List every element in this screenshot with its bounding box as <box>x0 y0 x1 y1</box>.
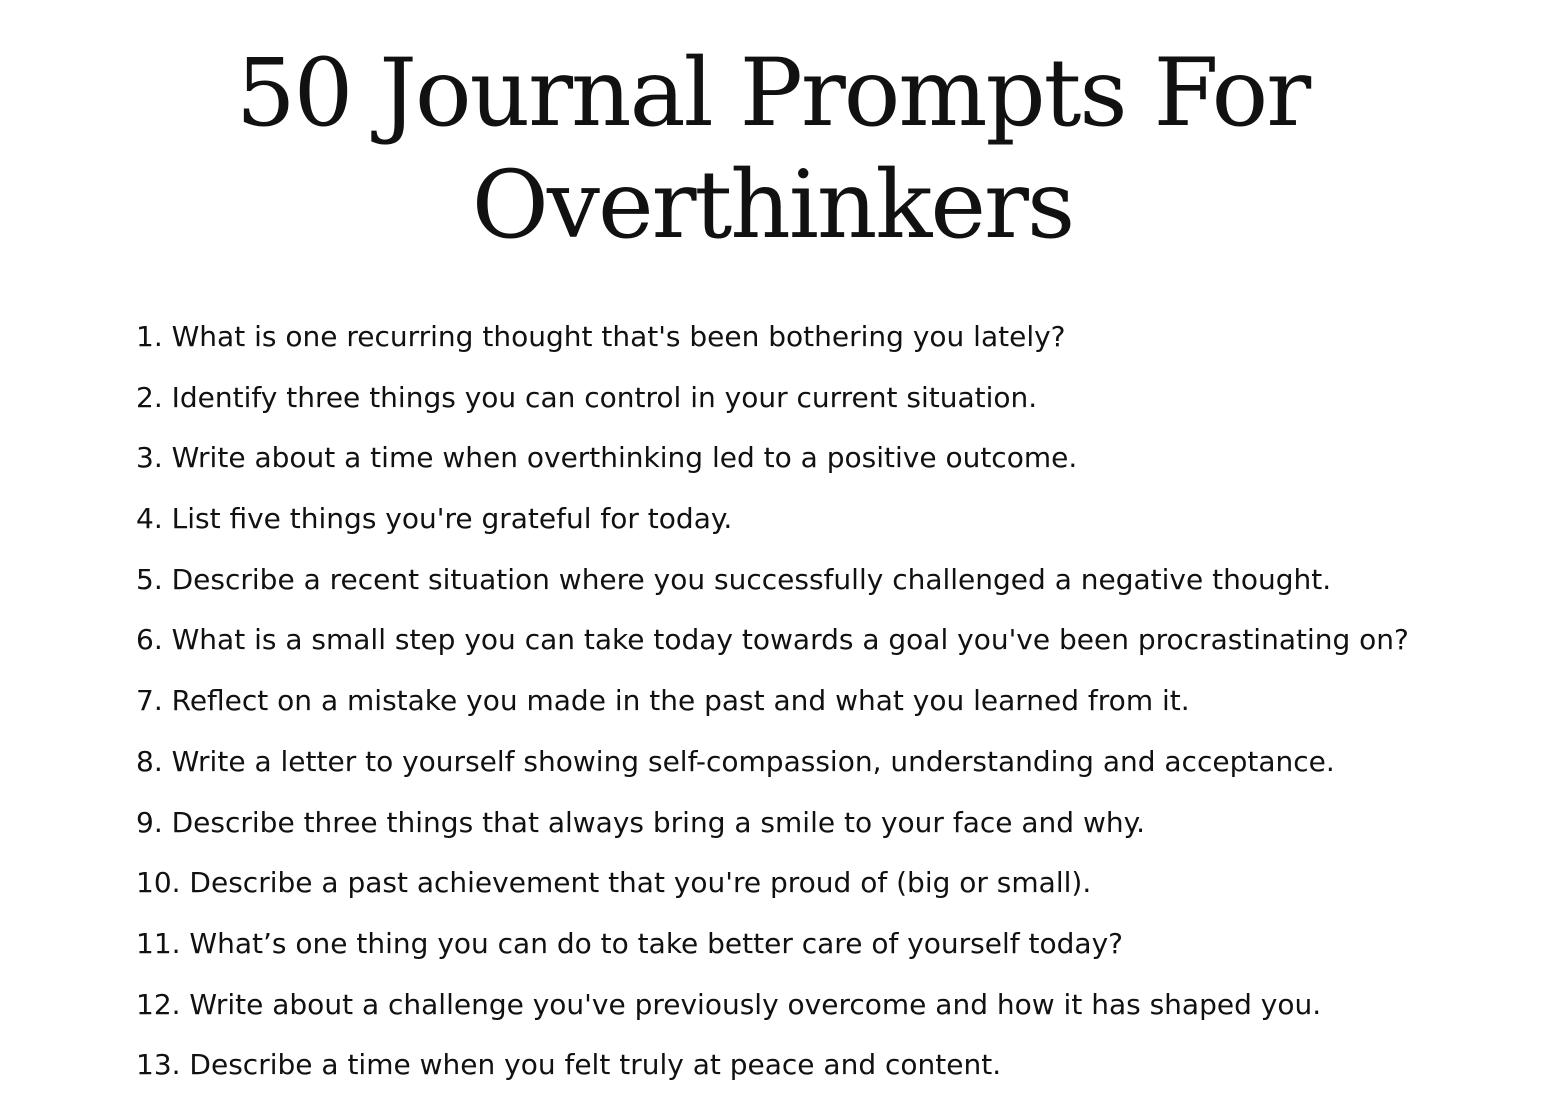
prompt-item: 4. List five things you're grateful for today. <box>136 502 733 536</box>
prompt-item: 10. Describe a past achievement that you're proud of (big or small). <box>136 866 1092 900</box>
title-line-1: 50 Journal Prompts For <box>235 39 1310 148</box>
prompt-item: 6. What is a small step you can take today towards a goal you've been procrastinating on? <box>136 623 1409 657</box>
prompt-item: 9. Describe three things that always bring a smile to your face and why. <box>136 805 1146 839</box>
page-title <box>0 38 1545 262</box>
prompt-item: 11. What’s one thing you can do to take better care of yourself today? <box>136 926 1123 960</box>
prompt-list <box>136 315 1516 1104</box>
title-line-2: Overthinkers <box>471 151 1074 260</box>
prompt-item: 7. Reflect on a mistake you made in the past and what you learned from it. <box>136 684 1190 718</box>
prompt-item: 12. Write about a challenge you've previously overcome and how it has shaped you. <box>136 987 1322 1021</box>
prompt-item: 8. Write a letter to yourself showing self-compassion, understanding and acceptance. <box>136 744 1335 778</box>
prompt-item: 5. Describe a recent situation where you successfully challenged a negative thought. <box>136 562 1332 596</box>
prompt-item: 13. Describe a time when you felt truly at peace and content. <box>136 1048 1002 1082</box>
prompt-item: 1. What is one recurring thought that's been bothering you lately? <box>136 320 1066 353</box>
prompt-item: 3. Write about a time when overthinking led to a positive outcome. <box>136 441 1078 475</box>
prompt-item: 2. Identify three things you can control in your current situation. <box>136 380 1038 414</box>
